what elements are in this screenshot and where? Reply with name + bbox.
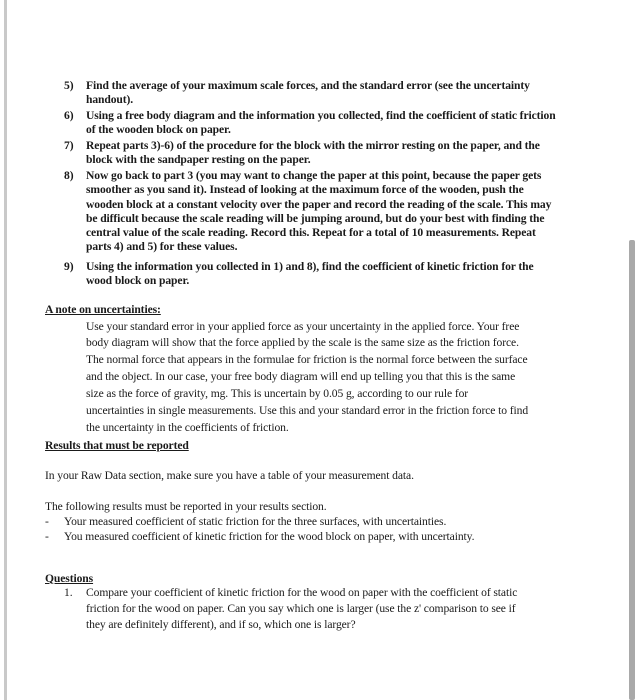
- step-text-line: wooden block at a constant velocity over the paper and record the reading of the scale. This may: [86, 198, 552, 211]
- note-heading: A note on uncertainties:: [45, 303, 161, 316]
- step-text-line: Find the average of your maximum scale forces, and the standard error (see the uncertainty: [86, 79, 530, 92]
- questions-heading: Questions: [45, 572, 94, 585]
- step-text-line: wood block on paper.: [86, 274, 190, 287]
- step-number: 8): [64, 169, 74, 182]
- step-text-line: parts 4) and 5) for these values.: [86, 240, 238, 253]
- note-line: and the object. In our case, your free body diagram will end up telling you that this is the same: [86, 370, 516, 383]
- results-intro: The following results must be reported in your results section.: [45, 500, 327, 513]
- question-line: Compare your coefficient of kinetic friction for the wood on paper with the coefficient of static: [86, 586, 518, 599]
- step-text-line: block with the sandpaper resting on the paper.: [86, 153, 311, 166]
- bullet-dash: -: [45, 530, 49, 543]
- step-text-line: of the wooden block on paper.: [86, 123, 231, 136]
- step-number: 9): [64, 260, 74, 273]
- step-text-line: Using the information you collected in 1) and 8), find the coefficient of kinetic friction for the: [86, 260, 534, 273]
- step-number: 5): [64, 79, 74, 92]
- step-text-line: Repeat parts 3)-6) of the procedure for the block with the mirror resting on the paper, and the: [86, 139, 540, 152]
- note-line: The normal force that appears in the formulae for friction is the normal force between the surface: [86, 353, 528, 366]
- step-text-line: Now go back to part 3 (you may want to change the paper at this point, because the paper gets: [86, 169, 542, 182]
- step-number: 7): [64, 139, 74, 152]
- note-line: uncertainties in single measurements. Use this and your standard error in the friction force to find: [86, 404, 529, 417]
- question-line: they are definitely different), and if so, which one is larger?: [86, 618, 356, 631]
- question-line: friction for the wood on paper. Can you say which one is larger (use the z' comparison to see if: [86, 602, 516, 615]
- step-number: 6): [64, 109, 74, 122]
- note-line: Use your standard error in your applied force as your uncertainty in the applied force. Your free: [86, 320, 520, 333]
- results-bullet: You measured coefficient of kinetic friction for the wood block on paper, with uncertainty.: [64, 530, 475, 543]
- note-line: size as the force of gravity, mg. This is uncertain by 0.05 g, according to our rule for: [86, 387, 469, 400]
- step-text-line: smoother as you sand it). Instead of looking at the maximum force of the wooden, push the: [86, 183, 524, 196]
- step-text-line: handout).: [86, 93, 134, 106]
- question-number: 1.: [64, 586, 73, 599]
- note-line: body diagram will show that the force applied by the scale is the same size as the friction force.: [86, 336, 519, 349]
- note-line: the uncertainty in the coefficients of friction.: [86, 421, 289, 434]
- step-text-line: Using a free body diagram and the information you collected, find the coefficient of static friction: [86, 109, 556, 122]
- step-text-line: be difficult because the scale reading will be jumping around, but do your best with finding the: [86, 212, 545, 225]
- results-heading: Results that must be reported: [45, 439, 189, 452]
- scrollbar[interactable]: [629, 240, 635, 700]
- bullet-dash: -: [45, 515, 49, 528]
- page-edge-shadow: [4, 0, 7, 700]
- step-text-line: central value of the scale reading. Record this. Repeat for a total of 10 measurements. Repeat: [86, 226, 536, 239]
- raw-data-text: In your Raw Data section, make sure you have a table of your measurement data.: [45, 469, 414, 482]
- results-bullet: Your measured coefficient of static friction for the three surfaces, with uncertainties.: [64, 515, 447, 528]
